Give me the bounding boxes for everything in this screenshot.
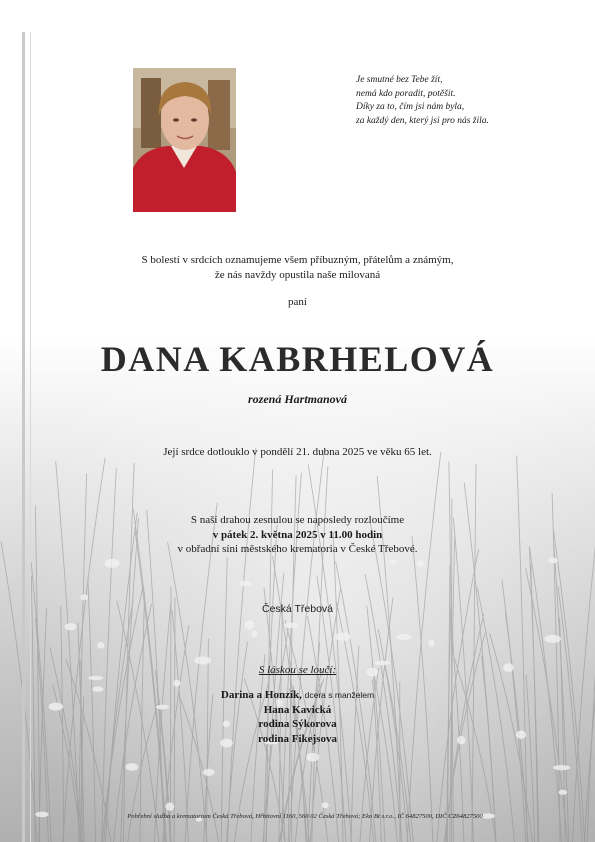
flower-petal	[283, 623, 298, 629]
mourner-note: dcera s manželem	[304, 690, 375, 700]
intro-line: S bolestí v srdcích oznamujeme všem příbuzným, přátelům a známým,	[141, 254, 454, 266]
mourner-item: rodina Sýkorova	[258, 718, 337, 730]
flower-petal	[390, 559, 396, 564]
town: Česká Třebová	[261, 603, 333, 615]
flower-petal	[203, 769, 215, 776]
mourner-name: Darina a Honzík,	[220, 689, 302, 701]
flower-petal	[396, 634, 412, 640]
flower-petal	[306, 753, 319, 762]
mourner-item: rodina Fikejsova	[258, 732, 337, 745]
announcement-intro	[0, 253, 595, 282]
flower-petal	[173, 680, 180, 687]
flower-petal	[245, 620, 255, 630]
flower-petal	[428, 640, 434, 647]
mourner-item: Hana Kavická	[263, 703, 332, 716]
flower-petal	[239, 581, 251, 586]
farewell-heading: S láskou se loučí:	[258, 664, 337, 676]
flower-petal	[65, 623, 77, 630]
flower-petal	[335, 633, 351, 642]
title-word: paní	[288, 296, 307, 308]
poem-line: Je smutné bez Tebe žít,	[356, 75, 443, 85]
flower-petal	[105, 559, 120, 568]
footer-funeral-service: Pohřební služba a krematorium Česká Třebová, Hřbitovní 1160, 560 02 Česká Třebová; Eko Bt s.r.o., IČ 64827500, DIČ CZ64827500	[127, 813, 483, 820]
maiden-name: rozená Hartmanová	[247, 392, 347, 406]
flower-petal	[80, 594, 88, 600]
intro-line: že nás navždy opustila naše milovaná	[214, 268, 381, 281]
funeral-venue: v obřadní síni městského krematoria v České Třebové.	[177, 543, 418, 555]
funeral-date: v pátek 2. května 2025 v 11.00 hodin	[212, 528, 383, 541]
deceased-name: DANA KABRHELOVÁ	[100, 339, 495, 379]
funeral-details	[0, 513, 595, 557]
flower-petal	[35, 812, 48, 817]
flower-petal	[417, 561, 425, 567]
flower-petal	[558, 790, 567, 795]
mourners-list	[0, 688, 595, 746]
poem-line: za každý den, který jsi pro nás žila.	[356, 115, 489, 126]
flower-petal	[125, 763, 138, 771]
funeral-line: S naší drahou zesnulou se naposledy rozloučíme	[190, 514, 405, 526]
flower-petal	[97, 642, 104, 648]
flower-petal	[252, 630, 258, 637]
poem-line: nemá kdo poradit, potěšit.	[356, 88, 456, 99]
death-notice: Její srdce dotlouklo v pondělí 21. dubna 2025 ve věku 65 let.	[163, 446, 432, 458]
flower-petal	[322, 802, 329, 808]
mourner-item	[0, 688, 595, 703]
flower-petal	[548, 558, 558, 564]
flower-petal	[544, 635, 561, 643]
flower-petal	[165, 802, 174, 810]
poem-line: Díky za to, čím jsi nám byla,	[356, 102, 465, 112]
memorial-poem	[356, 74, 576, 128]
portrait-photo	[133, 68, 236, 212]
flower-petal	[88, 676, 103, 680]
flower-petal	[553, 765, 570, 770]
